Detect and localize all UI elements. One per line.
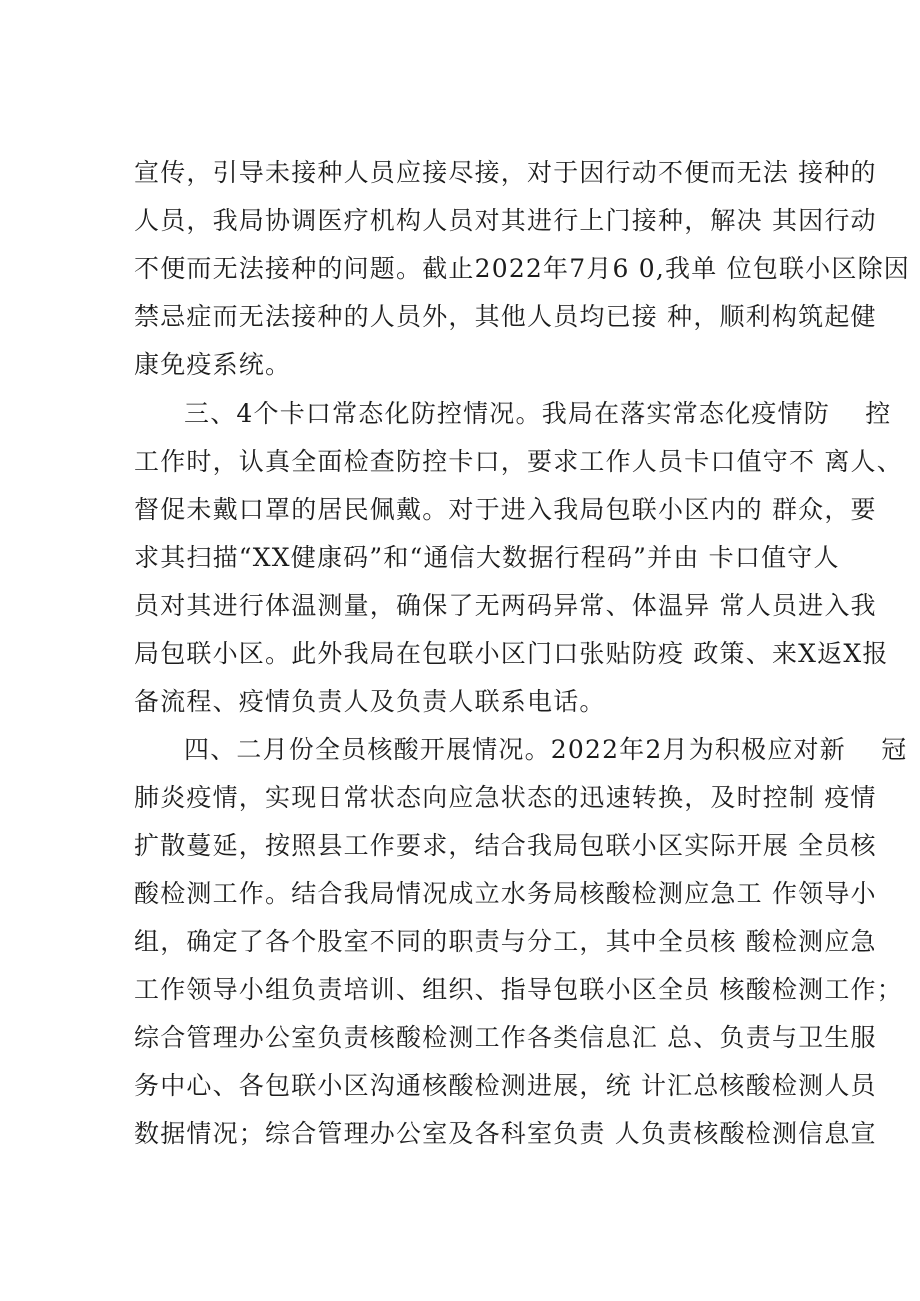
- text-line: 酸检测工作。结合我局情况成立水务局核酸检测应急工 作领导小: [134, 879, 877, 908]
- text-line: 禁忌症而无法接种的人员外，其他人员均已接 种，顺利构筑起健: [134, 302, 877, 331]
- text-line: 人员，我局协调医疗机构人员对其进行上门接种，解决 其因行动: [134, 206, 877, 235]
- text-line: 肺炎疫情，实现日常状态向应急状态的迅速转换，及时控制 疫情: [134, 783, 877, 812]
- text-line: 扩散蔓延，按照县工作要求，结合我局包联小区实际开展 全员核: [134, 831, 877, 860]
- text-line: 工作时，认真全面检查防控卡口，要求工作人员卡口值守不 离人、: [134, 447, 903, 476]
- text-line: 综合管理办公室负责核酸检测工作各类信息汇 总、负责与卫生服: [134, 1023, 877, 1052]
- text-line: 工作领导小组负责培训、组织、指导包联小区全员 核酸检测工作；: [134, 975, 903, 1004]
- text-line: 康免疫系统。: [134, 350, 292, 379]
- text-line: 督促未戴口罩的居民佩戴。对于进入我局包联小区内的 群众，要: [134, 495, 877, 524]
- text-line: 求其扫描“XX健康码”和“通信大数据行程码”并由 卡口值守人: [134, 543, 840, 572]
- text-line: 宣传，引导未接种人员应接尽接，对于因行动不便而无法 接种的: [134, 158, 877, 187]
- text-line: 组，确定了各个股室不同的职责与分工，其中全员核 酸检测应急: [134, 927, 877, 956]
- text-line: 员对其进行体温测量，确保了无两码异常、体温异 常人员进入我: [134, 591, 877, 620]
- text-line: 不便而无法接种的问题。截止2022年7月6 0,我单 位包联小区除因: [134, 254, 910, 283]
- text-line: 备流程、疫情负责人及负责人联系电话。: [134, 687, 606, 716]
- text-line: 局包联小区。此外我局在包联小区门口张贴防疫 政策、来X返X报: [134, 639, 889, 668]
- paragraph-heading-line: 四、二月份全员核酸开展情况。2022年2月为积极应对新 冠: [184, 735, 908, 764]
- paragraph-heading-line: 三、4个卡口常态化防控情况。我局在落实常态化疫情防 控: [184, 399, 892, 428]
- text-line: 务中心、各包联小区沟通核酸检测进展，统 计汇总核酸检测人员: [134, 1071, 877, 1100]
- text-line: 数据情况；综合管理办公室及各科室负责 人负责核酸检测信息宣: [134, 1119, 877, 1148]
